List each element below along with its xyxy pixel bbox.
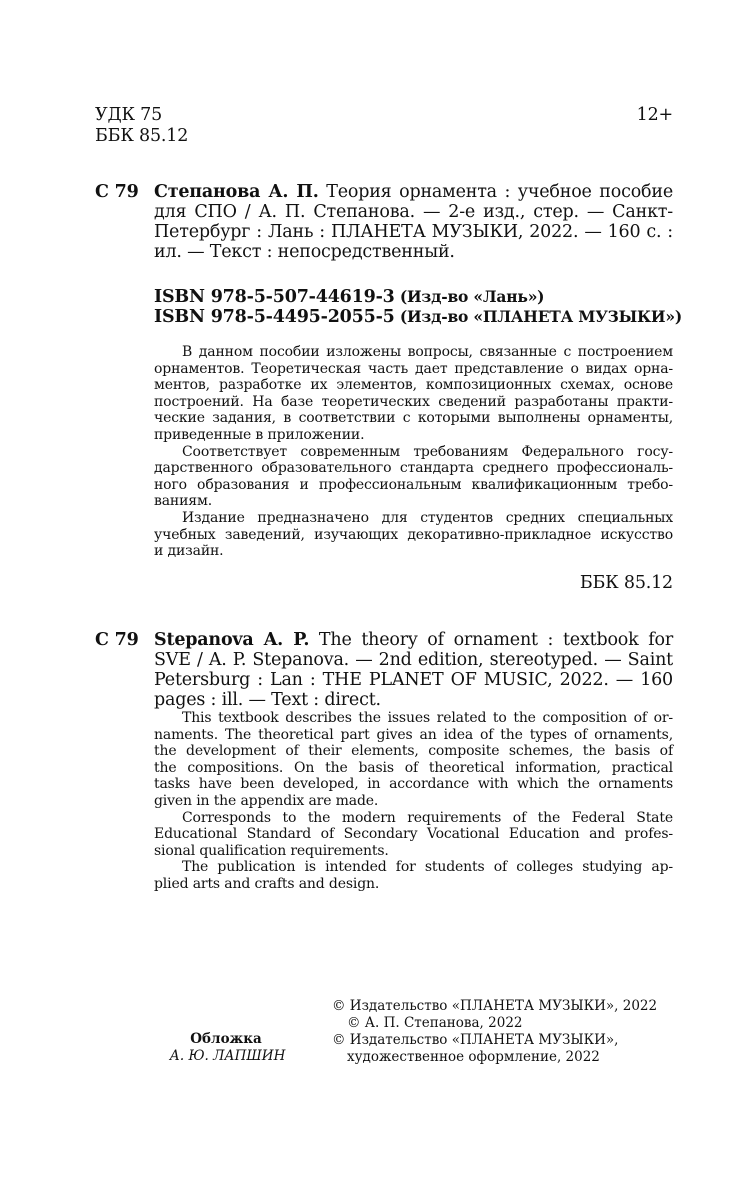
abstract-line: Educational Standard of Secondary Vocational Education and profes- xyxy=(154,826,673,843)
abstract-line: ментов, разработке их элементов, композиционных схемах, основе xyxy=(154,377,673,394)
abstract-line: the compositions. On the basis of theoretical information, practical xyxy=(154,759,673,776)
abstract-line: орнаментов. Теоретическая часть дает представление о видах орна- xyxy=(154,360,673,377)
isbn-line xyxy=(154,287,544,307)
abstract-line: приведенные в приложении. xyxy=(154,426,365,443)
isbn-line xyxy=(154,307,682,327)
copyright-design-note: художественное оформление, 2022 xyxy=(347,1049,600,1065)
title-text: The theory of ornament : textbook for xyxy=(309,630,674,650)
record-line xyxy=(154,630,673,650)
copyright-author: © А. П. Степанова, 2022 xyxy=(347,1015,523,1031)
abstract-line: В данном пособии изложены вопросы, связанные с построением xyxy=(182,344,673,360)
isbn-publisher: (Изд-во «Лань») xyxy=(394,287,545,306)
record-line: ил. — Текст : непосредственный. xyxy=(154,242,455,262)
abstract-line: ческие задания, в соответствии с которыми выполнены орнаменты, xyxy=(154,410,673,427)
abstract-line: The publication is intended for students of colleges studying ap- xyxy=(182,859,673,876)
bbk-classification: ББК 85.12 xyxy=(579,573,673,593)
record-line: SVE / A. P. Stepanova. — 2nd edition, stereotyped. — Saint xyxy=(154,650,673,670)
abstract-line: Corresponds to the modern requirements of the Federal State xyxy=(182,809,673,826)
cover-author: А. Ю. ЛАПШИН xyxy=(169,1048,286,1064)
abstract-line: учебных заведений, изучающих декоративно-прикладное искусство xyxy=(154,526,673,543)
record-line: для СПО / А. П. Степанова. — 2-е изд., стер. — Санкт- xyxy=(154,202,673,222)
abstract-line: the development of their elements, composite schemes, the basis of xyxy=(154,743,673,760)
age-rating: 12+ xyxy=(636,105,673,125)
title-text: Теория орнамента : учебное пособие xyxy=(318,182,673,202)
record-line: Петербург : Лань : ПЛАНЕТА МУЗЫКИ, 2022. — 160 с. : xyxy=(154,222,673,242)
abstract-line: ваниям. xyxy=(154,493,213,510)
record-line: pages : ill. — Text : direct. xyxy=(154,690,381,710)
cover-label: Обложка xyxy=(190,1031,262,1047)
bbk-code: ББК 85.12 xyxy=(95,126,189,146)
abstract-line: дарственного образовательного стандарта среднего профессиональ- xyxy=(154,460,673,477)
abstract-line: This textbook describes the issues related to the composition of or- xyxy=(182,710,673,726)
abstract-line: plied arts and crafts and design. xyxy=(154,875,380,892)
bibliographic-record-ru xyxy=(154,182,673,262)
abstract-line: given in the appendix are made. xyxy=(154,792,379,809)
author-sign-en: С 79 xyxy=(95,630,139,650)
isbn-publisher: (Изд-во «ПЛАНЕТА МУЗЫКИ») xyxy=(394,307,682,326)
author-name: Степанова А. П. xyxy=(154,182,319,202)
author-sign-ru: С 79 xyxy=(95,182,139,202)
author-name: Stepanova A. P. xyxy=(154,630,310,650)
abstract-line: sional qualification requirements. xyxy=(154,842,389,859)
abstract-en xyxy=(154,710,673,893)
abstract-line: Издание предназначено для студентов средних специальных xyxy=(182,509,673,526)
bibliographic-record-en xyxy=(154,630,673,710)
abstract-line: и дизайн. xyxy=(154,543,224,560)
copyright-design: © Издательство «ПЛАНЕТА МУЗЫКИ», xyxy=(332,1032,619,1048)
record-line xyxy=(154,182,673,202)
abstract-line: ного образования и профессиональным квалификационным требо- xyxy=(154,476,673,493)
abstract-line: построений. На базе теоретических сведений разработаны практи- xyxy=(154,393,673,410)
abstract-line: tasks have been developed, in accordance with which the ornaments xyxy=(154,776,673,793)
abstract-line: naments. The theoretical part gives an idea of the types of ornaments, xyxy=(154,726,673,743)
abstract-ru xyxy=(154,344,673,560)
record-line: Petersburg : Lan : THE PLANET OF MUSIC, 2022. — 160 xyxy=(154,670,673,690)
isbn-number: ISBN 978-5-4495-2055-5 xyxy=(154,307,395,327)
udk-code: УДК 75 xyxy=(95,105,163,125)
isbn-number: ISBN 978-5-507-44619-3 xyxy=(154,287,395,307)
copyright-publisher: © Издательство «ПЛАНЕТА МУЗЫКИ», 2022 xyxy=(332,998,658,1014)
abstract-line: Соответствует современным требованиям Федерального госу- xyxy=(182,443,673,460)
